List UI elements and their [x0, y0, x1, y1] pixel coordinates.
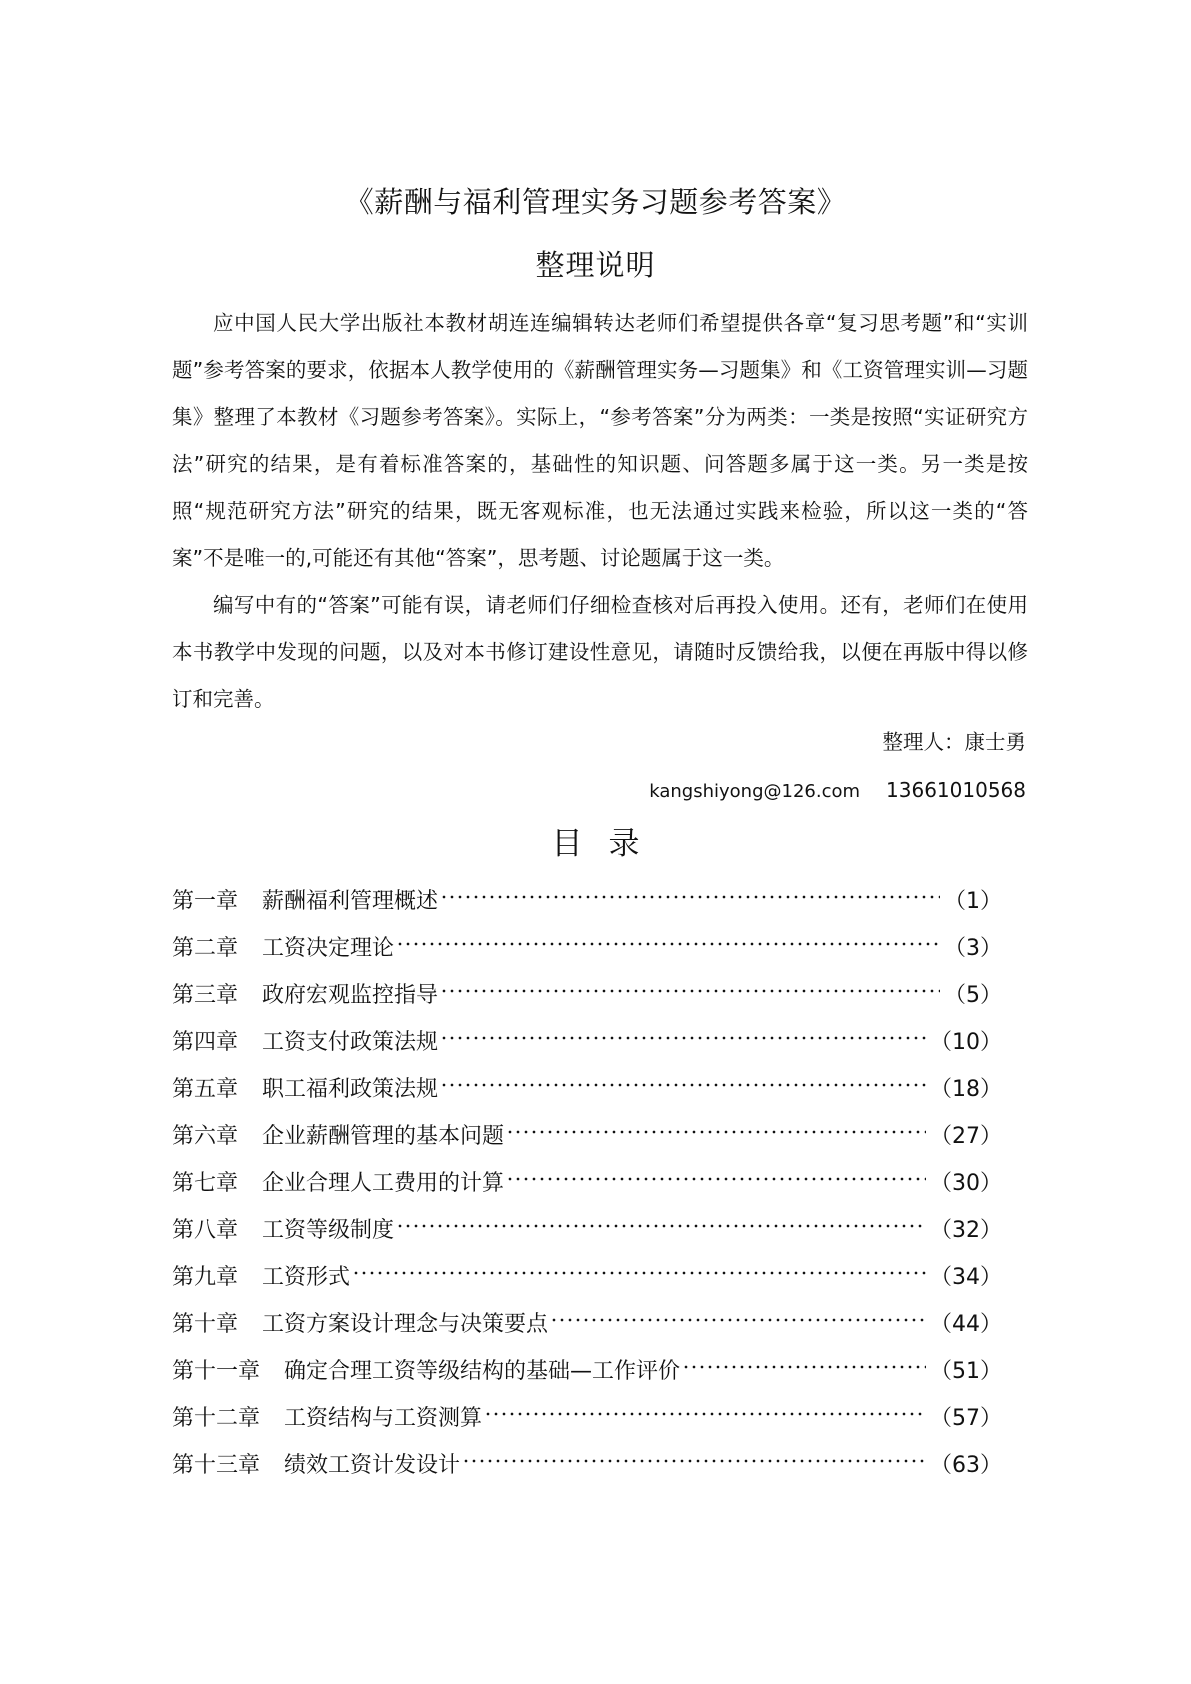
toc-chapter-name: 政府宏观监控指导	[262, 983, 439, 1008]
email-text: kangshiyong@126.com	[649, 781, 861, 802]
toc-chapter-number: 第十章	[172, 1312, 239, 1337]
toc-leader-dots	[440, 989, 940, 993]
toc-page-number: （10）	[930, 1030, 1002, 1055]
toc-item[interactable]	[172, 1254, 1002, 1301]
compiler-line: 整理人：康士勇	[882, 730, 1026, 754]
toc-item[interactable]	[172, 878, 1002, 925]
toc-page-number: （63）	[930, 1453, 1002, 1478]
toc-leader-dots	[506, 1177, 926, 1181]
toc-leader-dots	[550, 1318, 926, 1322]
toc-item[interactable]	[172, 1301, 1002, 1348]
toc-chapter-name: 绩效工资计发设计	[284, 1453, 461, 1478]
toc-page-number: （34）	[930, 1265, 1002, 1290]
toc-leader-dots	[682, 1365, 926, 1369]
intro-paragraph-2	[172, 582, 1028, 723]
toc-item[interactable]	[172, 1160, 1002, 1207]
toc-chapter-number: 第七章	[172, 1171, 239, 1196]
toc-chapter-name: 企业合理人工费用的计算	[262, 1171, 505, 1196]
toc-leader-dots	[440, 1036, 926, 1040]
toc-item[interactable]	[172, 1113, 1002, 1160]
toc-chapter-name: 确定合理工资等级结构的基础—工作评价	[284, 1359, 681, 1384]
toc-leader-dots	[396, 942, 940, 946]
toc-leader-dots	[396, 1224, 926, 1228]
toc-item[interactable]	[172, 1066, 1002, 1113]
paragraph-text: 编写中有的“答案”可能有误，请老师们仔细检查核对后再投入使用。还有，老师们在使用本书教学中发现的问题，以及对本书修订建设性意见，请随时反馈给我，以便在再版中得以修订和完善。	[172, 593, 1028, 711]
toc-chapter-name: 工资支付政策法规	[262, 1030, 439, 1055]
toc-item[interactable]	[172, 1207, 1002, 1254]
toc-page-number: （51）	[930, 1359, 1002, 1384]
toc-chapter-name: 工资结构与工资测算	[284, 1406, 483, 1431]
toc-item[interactable]	[172, 972, 1002, 1019]
toc-page-number: （44）	[930, 1312, 1002, 1337]
toc-chapter-number: 第九章	[172, 1265, 239, 1290]
toc-page-number: （3）	[944, 936, 1002, 961]
toc-item[interactable]	[172, 925, 1002, 972]
toc-page-number: （1）	[944, 889, 1002, 914]
toc-chapter-name: 职工福利政策法规	[262, 1077, 439, 1102]
toc-item[interactable]	[172, 1442, 1002, 1489]
intro-paragraph-1	[172, 300, 1028, 582]
toc-chapter-number: 第十二章	[172, 1406, 261, 1431]
toc-leader-dots	[440, 1083, 926, 1087]
document-title: 《薪酬与福利管理实务习题参考答案》	[344, 185, 847, 219]
toc-chapter-number: 第六章	[172, 1124, 239, 1149]
toc-chapter-number: 第一章	[172, 889, 239, 914]
toc-item[interactable]	[172, 1348, 1002, 1395]
section-title: 整理说明	[535, 248, 656, 282]
contact-line	[649, 775, 1026, 807]
toc-chapter-name: 工资方案设计理念与决策要点	[262, 1312, 549, 1337]
toc-chapter-number: 第十三章	[172, 1453, 261, 1478]
toc-leader-dots	[506, 1130, 926, 1134]
toc-chapter-name: 工资决定理论	[262, 936, 395, 961]
toc-page-number: （30）	[930, 1171, 1002, 1196]
toc-page-number: （18）	[930, 1077, 1002, 1102]
toc-item[interactable]	[172, 1019, 1002, 1066]
table-of-contents	[172, 878, 1002, 1489]
toc-title: 目录	[551, 826, 666, 862]
toc-item[interactable]	[172, 1395, 1002, 1442]
toc-page-number: （5）	[944, 983, 1002, 1008]
toc-chapter-name: 企业薪酬管理的基本问题	[262, 1124, 505, 1149]
toc-chapter-name: 工资等级制度	[262, 1218, 395, 1243]
toc-leader-dots	[484, 1412, 926, 1416]
toc-leader-dots	[440, 895, 940, 899]
toc-chapter-name: 工资形式	[262, 1265, 351, 1290]
toc-chapter-number: 第十一章	[172, 1359, 261, 1384]
toc-chapter-number: 第二章	[172, 936, 239, 961]
toc-page-number: （32）	[930, 1218, 1002, 1243]
toc-chapter-number: 第八章	[172, 1218, 239, 1243]
toc-chapter-name: 薪酬福利管理概述	[262, 889, 439, 914]
toc-page-number: （27）	[930, 1124, 1002, 1149]
toc-leader-dots	[462, 1459, 926, 1463]
toc-chapter-number: 第五章	[172, 1077, 239, 1102]
toc-chapter-number: 第四章	[172, 1030, 239, 1055]
paragraph-text: 应中国人民大学出版社本教材胡连连编辑转达老师们希望提供各章“复习思考题”和“实训题”参考答案的要求，依据本人教学使用的《薪酬管理实务—习题集》和《工资管理实训—习题集》整理了本教材《习题参考答案》。实际上，“参考答案”分为两类：一类是按照“实证研究方法”研究的结果，是有着标准答案的，基础性的知识题、问答题多属于这一类。另一类是按照“规范研究方法”研究的结果，既无客观标准，也无法通过实践来检验，所以这一类的“答案”不是唯一的,可能还有其他“答案”，思考题、讨论题属于这一类。	[172, 311, 1028, 570]
phone-text: 13661010568	[886, 778, 1026, 802]
toc-page-number: （57）	[930, 1406, 1002, 1431]
toc-chapter-number: 第三章	[172, 983, 239, 1008]
toc-leader-dots	[352, 1271, 926, 1275]
